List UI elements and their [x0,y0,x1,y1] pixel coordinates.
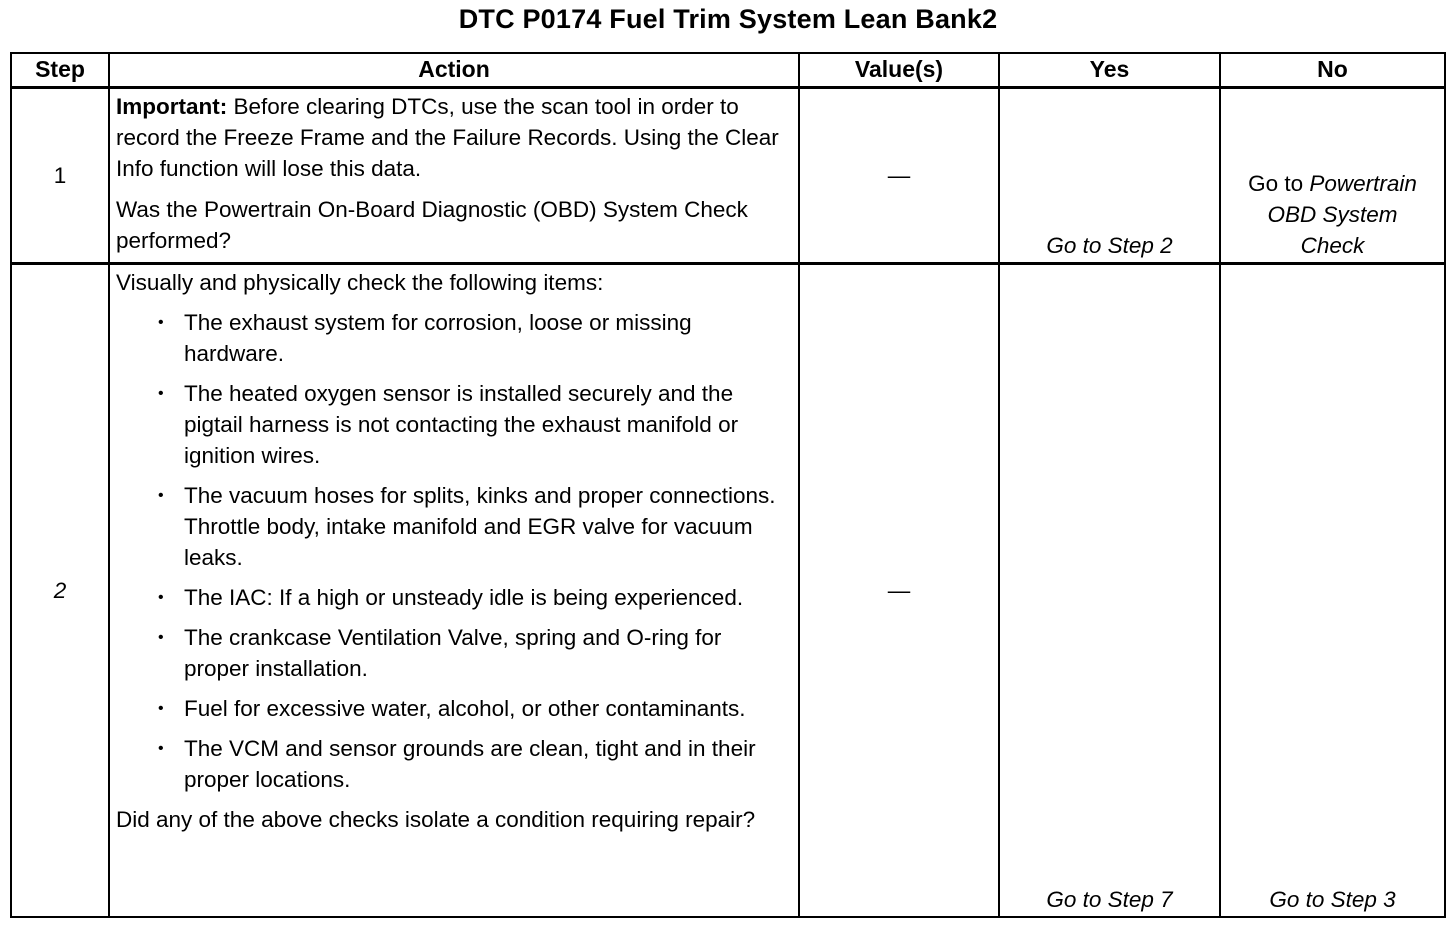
list-item-text: The IAC: If a high or unsteady idle is being experienced. [184,584,744,610]
no-link-part-1: Powertrain [1309,170,1417,196]
no-prefix: Go to [1248,170,1310,196]
no-link-part-3: Check [1300,232,1365,258]
no-cell: Go to Step 3 [1220,263,1445,917]
list-item-text: The VCM and sensor grounds are clean, tight and in their proper locations. [184,735,756,792]
check-list [116,307,792,795]
yes-cell: Go to Step 2 [999,87,1220,263]
list-item-text: The crankcase Ventilation Valve, spring and O-ring for proper installation. [184,624,722,681]
bullet-icon: • [158,384,164,402]
action-intro: Visually and physically check the following items: [116,269,604,295]
list-item [158,307,792,369]
header-yes: Yes [999,53,1220,87]
bullet-icon: • [158,486,164,504]
list-item-text: The exhaust system for corrosion, loose or missing hardware. [184,309,692,366]
important-label: Important: [116,93,228,119]
value-cell: — [799,87,999,263]
step-number: 1 [11,87,109,263]
yes-cell: Go to Step 7 [999,263,1220,917]
value-cell: — [799,263,999,917]
action-question: Did any of the above checks isolate a condition requiring repair? [116,806,756,832]
diagnostic-table [10,52,1446,918]
list-item-text: Fuel for excessive water, alcohol, or other contaminants. [184,695,746,721]
step-number: 2 [11,263,109,917]
list-item [158,622,792,684]
list-item [158,582,792,613]
bullet-icon: • [158,739,164,757]
list-item-text: The heated oxygen sensor is installed securely and the pigtail harness is not contacting the exhaust manifold or ignition wires. [184,380,739,468]
header-step: Step [11,53,109,87]
list-item [158,693,792,724]
table-row-step-1 [11,87,1445,263]
header-values: Value(s) [799,53,999,87]
action-cell [109,87,799,263]
action-cell [109,263,799,917]
header-action: Action [109,53,799,87]
bullet-icon: • [158,699,164,717]
no-cell [1220,87,1445,263]
no-link-part-2: OBD System [1267,201,1398,227]
important-note [116,91,792,184]
bullet-icon: • [158,588,164,606]
list-item [158,378,792,471]
header-no: No [1220,53,1445,87]
important-text: Before clearing DTCs, use the scan tool in order to record the Freeze Frame and the Failure Records. Using the Clear Info function will lose this data. [116,93,779,181]
table-row-step-2 [11,263,1445,917]
bullet-icon: • [158,628,164,646]
list-item [158,733,792,795]
page-title: DTC P0174 Fuel Trim System Lean Bank2 [458,4,998,34]
list-item-text: The vacuum hoses for splits, kinks and proper connections. Throttle body, intake manifold and EGR valve for vacuum leaks. [184,482,776,570]
action-question: Was the Powertrain On-Board Diagnostic (OBD) System Check performed? [116,196,748,253]
list-item [158,480,792,573]
bullet-icon: • [158,313,164,331]
table-header-row [11,53,1445,87]
